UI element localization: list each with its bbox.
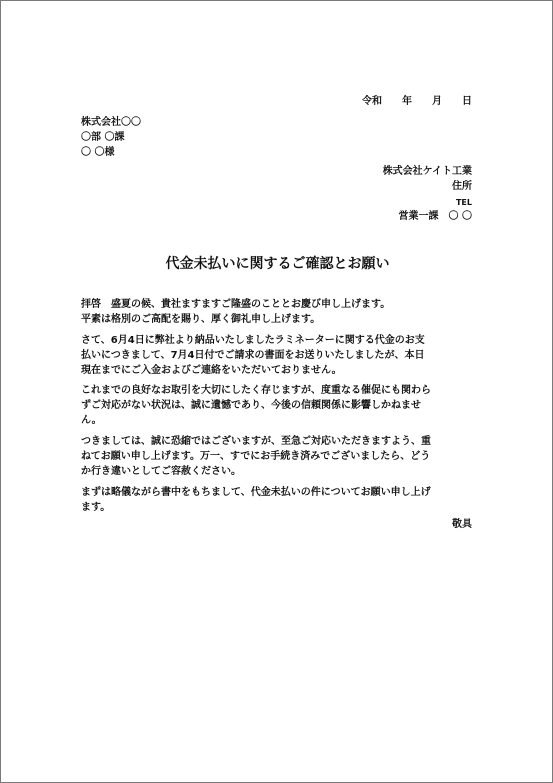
document-title: 代金未払いに関するご確認とお願い — [165, 256, 390, 272]
body-paragraph-1 — [81, 333, 475, 378]
paragraph-line: これまでの良好なお取引を大切にしたく存じますが、度重なる催促にも関わら — [81, 385, 431, 396]
sender-address-label: 住所 — [452, 181, 472, 192]
sender-company: 株式会社ケイト工業 — [382, 166, 472, 177]
date-line: 令和 年 月 日 — [362, 96, 472, 107]
body-paragraph-2 — [81, 383, 475, 428]
paragraph-line: ん。 — [81, 415, 102, 426]
paragraph-line: か行き違いとしてご容赦ください。 — [81, 466, 241, 477]
greeting-line: 平素は格別のご高配を賜り、厚く御礼申し上げます。 — [81, 314, 321, 325]
paragraph-line: つきましては、誠に恐縮ではございますが、至急ご対応いただきますよう、重 — [81, 436, 431, 447]
paragraph-line: ずご対応がない状況は、誠に遺憾であり、今後の信頼関係に影響しかねませ — [81, 400, 421, 411]
paragraph-line: さて、6月4日に弊社より納品いたしましたラミネーターに関する代金のお支 — [81, 335, 425, 346]
sender-tel-label: TEL — [455, 198, 472, 207]
body-paragraph-3 — [81, 434, 475, 479]
recipient-person: 〇 〇様 — [81, 147, 115, 158]
greeting-paragraph — [81, 297, 475, 327]
recipient-department: 〇部 〇課 — [81, 132, 125, 143]
paragraph-line: ます。 — [81, 502, 111, 513]
paragraph-line: 現在までにご入金およびご連絡をいただいておりません。 — [81, 365, 342, 376]
greeting-line: 拝啓 盛夏の候、貴社ますますご隆盛のこととお慶び申し上げます。 — [81, 299, 391, 310]
closing-word: 敬具 — [452, 519, 472, 530]
paragraph-line: まずは略儀ながら書中をもちまして、代金未払いの件についてお願い申し上げ — [81, 487, 431, 498]
recipient-company: 株式会社〇〇 — [81, 117, 141, 128]
paragraph-line: ねてお願い申し上げます。万一、すでにお手続き済みでございましたら、どう — [81, 451, 431, 462]
sender-person: 営業一課 〇 〇 — [398, 211, 472, 222]
paragraph-line: 払いにつきまして、7月4日付でご請求の書面をお送りいたしましたが、本日 — [81, 350, 425, 361]
body-paragraph-4 — [81, 485, 475, 515]
